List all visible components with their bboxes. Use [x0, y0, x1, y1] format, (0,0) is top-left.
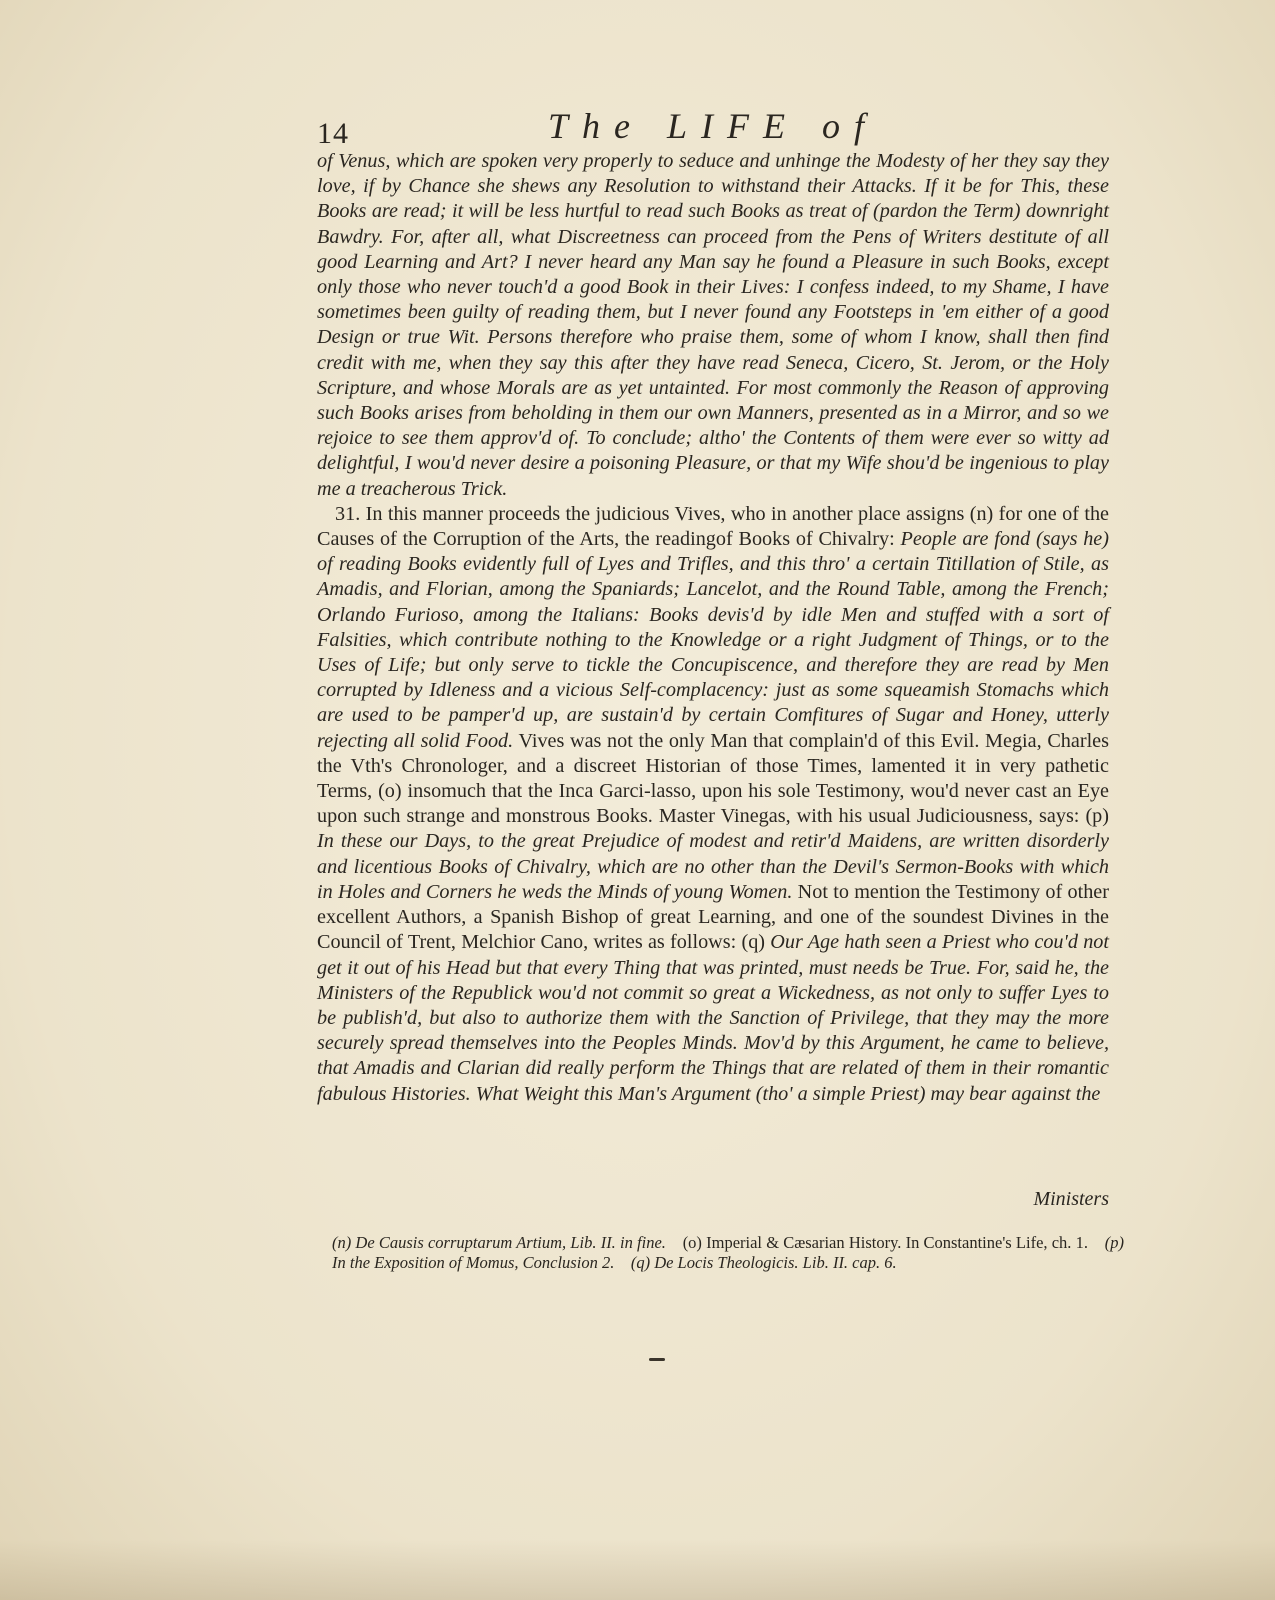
catchword: Ministers: [1033, 1188, 1109, 1210]
paragraph-2-text: Vives was not the only Man that complain'd of this Evil. Megia, Charles the Vth's Chronologer, and a discreet Historian of those Times, lamented it in very pathetic Terms, (o) insomuch that the Inca Garci-lasso, upon his sole Testimony, wou'd never cast an Eye upon such strange and monstrous Books. Master Vinegas, with his usual Judiciousness, says: (p): [317, 729, 1109, 828]
paragraph-2-text: 31. In this manner proceeds the judicious Vives, who in another place assigns (n) for one of the Causes of the Corruption of the Arts, the readingof Books of Chivalry:: [317, 502, 1109, 551]
running-title: The LIFE of: [548, 106, 878, 146]
footnote-n: (n) De Causis corruptarum Artium, Lib. II. in fine.: [332, 1233, 666, 1252]
page-header: [317, 105, 1109, 155]
footnote-q: (q) De Locis Theologicis. Lib. II. cap. 6.: [630, 1253, 897, 1272]
paragraph-2-text: Not to mention the Testimony of other excellent Authors, a Spanish Bishop of great Learning, and one of the soundest Divines in the Council of Trent, Melchior Cano, writes as follows: (q): [317, 880, 1109, 954]
footnotes: [332, 1233, 1124, 1273]
footnote-o: (o) Imperial & Cæsarian History. In Constantine's Life, ch. 1.: [682, 1233, 1088, 1252]
cano-quotation: Our Age hath seen a Priest who cou'd not get it out of his Head but that every Thing that was printed, must needs be True. For, said he, the Ministers of the Republick wou'd not commit so great a Wickedness, as not only to suffer Lyes to be publish'd, but also to authorize them with the Sanction of Privilege, that they may the more securely spread themselves into the Peoples Minds. Mov'd by this Argument, he came to believe, that Amadis and Clarian did really perform the Things that are related of them in their romantic fabulous Histories. What Weight this Man's Argument (tho' a simple Priest) may bear against the: [317, 931, 1109, 1105]
footnote-p: (p) In the Exposition of Momus, Conclusion 2.: [332, 1233, 1125, 1272]
paragraph-2: [317, 502, 1109, 1107]
vinegas-quotation: In these our Days, to the great Prejudice of modest and retir'd Maidens, are written disorderly and licentious Books of Chivalry, which are no other than the Devil's Sermon-Books with which in Holes and Corners he weds the Minds of young Women.: [317, 830, 1109, 903]
page-edge-stain: [0, 1540, 1275, 1600]
page-mark: [649, 1358, 665, 1361]
page-number: 14: [317, 117, 349, 150]
paragraph-1: of Venus, which are spoken very properly to seduce and unhinge the Modesty of her they say they love, if by Chance she shews any Resolution to withstand their Attacks. If it be for This, these Books are read; it will be less hurtful to read such Books as treat of (pardon the Term) downright Bawdry. For, after all, what Discreetness can proceed from the Pens of Writers destitute of all good Learning and Art? I never heard any Man say he found a Pleasure in such Books, except only those who never touch'd a good Book in their Lives: I confess indeed, to my Shame, I have sometimes been guilty of reading them, but I never found any Footsteps in 'em either of a good Design or true Wit. Persons therefore who praise them, some of whom I know, shall then find credit with me, when they say this after they have read Seneca, Cicero, St. Jerom, or the Holy Scripture, and whose Morals are as yet untainted. For most commonly the Reason of approving such Books arises from beholding in them our own Manners, presented as in a Mirror, and so we rejoice to see them approv'd of. To conclude; altho' the Contents of them were ever so witty ad delightful, I wou'd never desire a poisoning Pleasure, or that my Wife shou'd be ingenious to play me a treacherous Trick.: [317, 150, 1109, 500]
vives-quotation: People are fond (says he) of reading Books evidently full of Lyes and Trifles, and this thro' a certain Titillation of Stile, as Amadis, and Florian, among the Spaniards; Lancelot, and the Round Table, among the French; Orlando Furioso, among the Italians: Books devis'd by idle Men and stuffed with a sort of Falsities, which contribute nothing to the Knowledge or a right Judgment of Things, or to the Uses of Life; but only serve to tickle the Concupiscence, and therefore they are read by Men corrupted by Idleness and a vicious Self-complacency: just as some squeamish Stomachs which are used to be pamper'd up, are sustain'd by certain Comfitures of Sugar and Honey, utterly rejecting all solid Food.: [317, 528, 1109, 752]
body-text: [317, 149, 1109, 1107]
